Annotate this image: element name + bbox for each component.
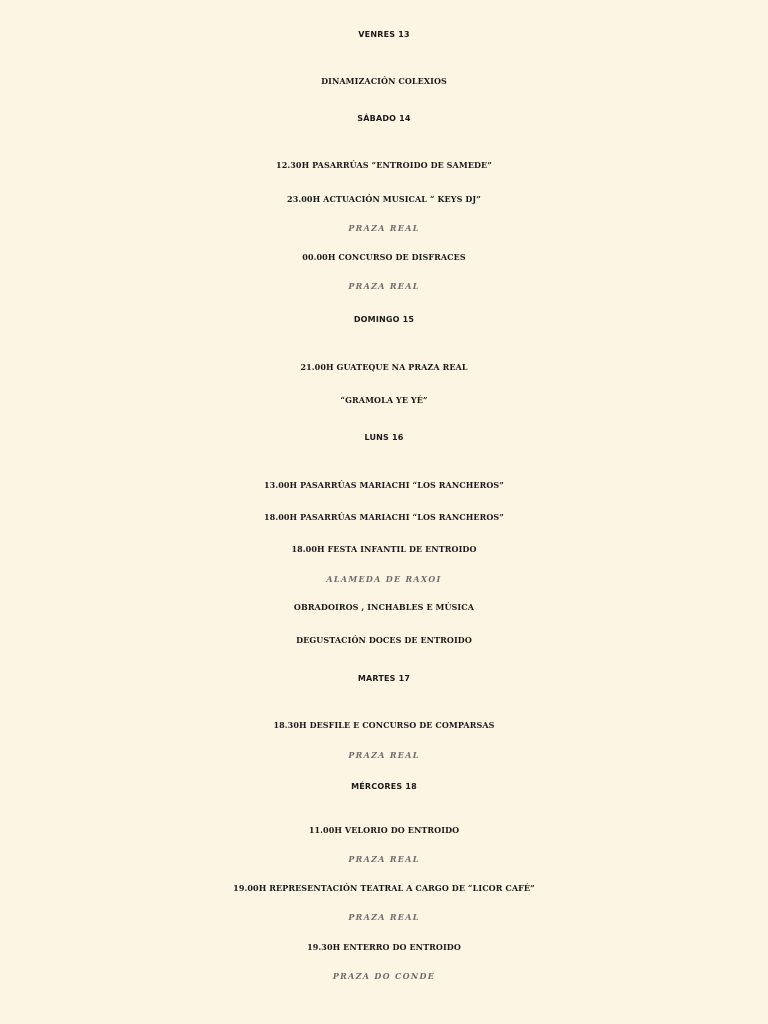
day-heading: MARTES 17 [357,674,411,683]
event-line: 23.00H ACTUACIÓN MUSICAL “ KEYS DJ” [287,194,481,204]
event-line: DEGUSTACIÓN DOCES DE ENTROIDO [296,635,472,645]
event-line: “GRAMOLA YE YÉ” [340,395,428,405]
event-venue: PRAZA REAL [348,281,420,291]
event-line: 00.00H CONCURSO DE DISFRACES [302,252,466,262]
event-line: 11.00H VELORIO DO ENTROIDO [308,825,460,835]
event-venue: PRAZA REAL [348,223,420,233]
event-venue: PRAZA REAL [348,750,420,760]
event-line: 12.30H PASARRÚAS ”ENTROIDO DE SAMEDE” [276,160,492,170]
event-venue: ALAMEDA DE RAXOI [326,574,442,584]
event-line: 13.00H PASARRÚAS MARIACHI “LOS RANCHEROS” [264,480,504,490]
event-line: OBRADOIROS , INCHABLES E MÚSICA [293,602,475,612]
event-line: 18.00H PASARRÚAS MARIACHI “LOS RANCHEROS” [264,512,504,522]
day-heading: LUNS 16 [364,433,404,442]
event-line: 19.00H REPRESENTACIÓN TEATRAL A CARGO DE “LICOR CAFÉ” [233,883,535,893]
event-line: DINAMIZACIÓN COLEXIOS [321,76,447,86]
event-line: 21.00H GUATEQUE NA PRAZA REAL [300,362,468,372]
event-line: 18.00H FESTA INFANTIL DE ENTROIDO [291,544,477,554]
event-line: 19.30H ENTERRO DO ENTROIDO [307,942,461,952]
event-venue: PRAZA REAL [348,854,420,864]
day-heading: DOMINGO 15 [353,315,415,324]
event-venue: PRAZA REAL [348,912,420,922]
event-venue: PRAZA DO CONDE [332,971,436,981]
day-heading: SÁBADO 14 [357,114,411,123]
event-line: 18.30H DESFILE E CONCURSO DE COMPARSAS [273,720,495,730]
day-heading: VENRES 13 [358,30,410,39]
day-heading: MÉRCORES 18 [351,782,417,791]
